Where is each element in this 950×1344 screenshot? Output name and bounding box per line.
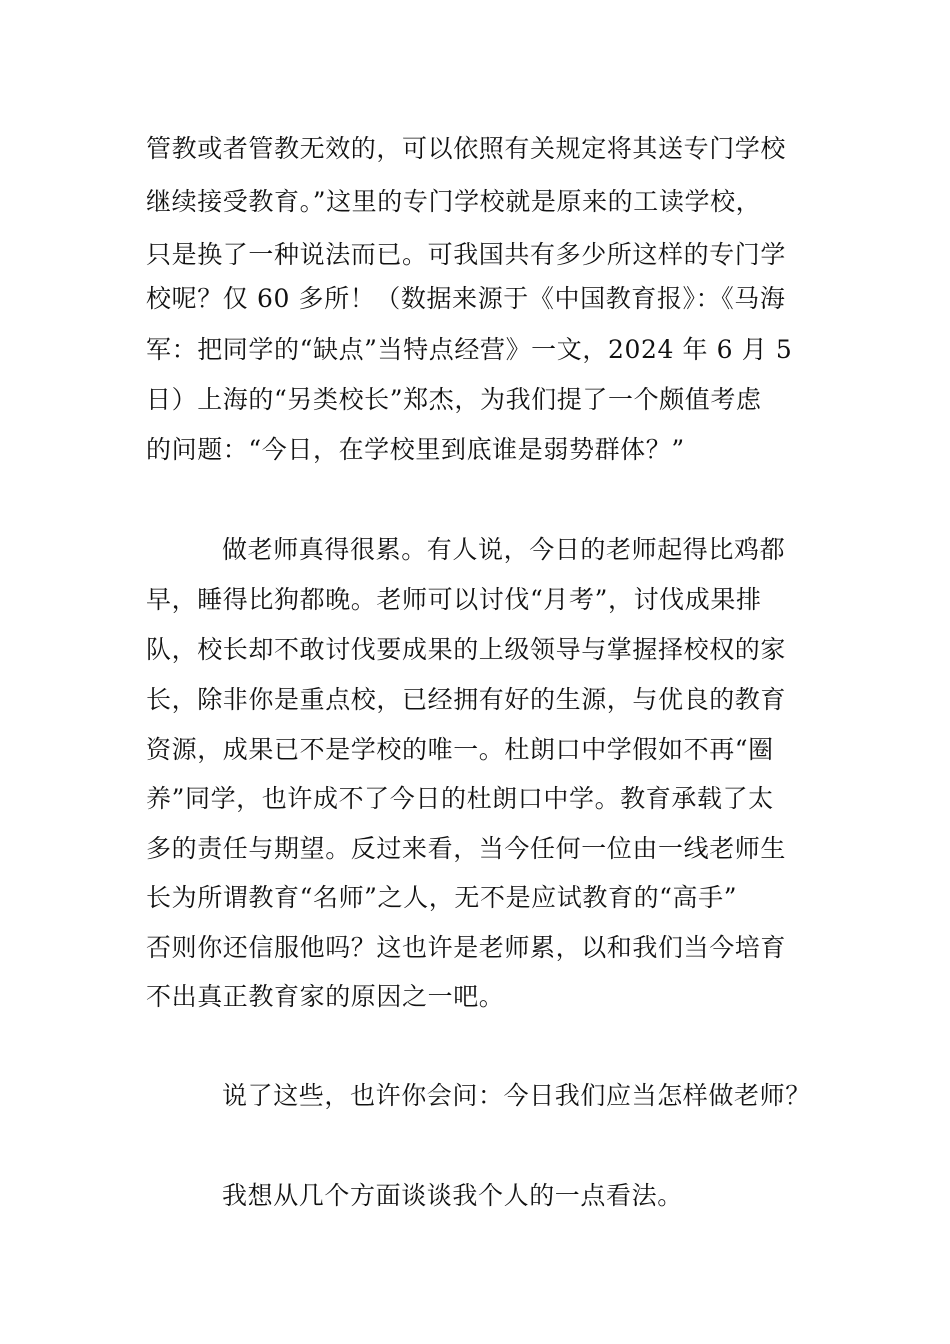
paragraph-2-line-1: 做老师真得很累。有人说，今日的老师起得比鸡都 (222, 535, 786, 564)
paragraph-3: 说了这些，也许你会问：今日我们应当怎样做老师？ (222, 1081, 811, 1110)
paragraph-2-line-2: 早，睡得比狗都晚。老师可以讨伐“月考”，讨伐成果排 (146, 585, 762, 614)
paragraph-1-line-1: 管教或者管教无效的，可以依照有关规定将其送专门学校 (146, 134, 787, 163)
paragraph-1-line-4: 校呢？仅 60 多所！（数据来源于《中国教育报》：《马海 (146, 284, 786, 313)
paragraph-2-line-8: 长为所谓教育“名师”之人，无不是应试教育的“高手” (146, 883, 738, 912)
paragraph-4: 我想从几个方面谈谈我个人的一点看法。 (222, 1181, 683, 1210)
paragraph-2-line-3: 队，校长却不敢讨伐要成果的上级领导与掌握择校权的家 (146, 635, 787, 664)
paragraph-1-line-3: 只是换了一种说法而已。可我国共有多少所这样的专门学 (146, 240, 787, 269)
paragraph-2-line-7: 多的责任与期望。反过来看，当今任何一位由一线老师生 (146, 834, 787, 863)
paragraph-1-line-6: 日）上海的“另类校长”郑杰，为我们提了一个颇值考虑 (146, 385, 762, 414)
paragraph-2-line-4: 长，除非你是重点校，已经拥有好的生源，与优良的教育 (146, 685, 787, 714)
paragraph-1-line-7: 的问题：“今日，在学校里到底谁是弱势群体？” (146, 435, 685, 464)
paragraph-2-line-10: 不出真正教育家的原因之一吧。 (146, 982, 505, 1011)
paragraph-1-line-5: 军：把同学的“缺点”当特点经营》一文，2024 年 6 月 5 (146, 335, 793, 364)
paragraph-2-line-9: 否则你还信服他吗？这也许是老师累，以和我们当今培育 (146, 933, 787, 962)
paragraph-2-line-5: 资源，成果已不是学校的唯一。杜朗口中学假如不再“圈 (146, 735, 774, 764)
paragraph-1-line-2: 继续接受教育。”这里的专门学校就是原来的工读学校， (146, 187, 762, 216)
paragraph-2-line-6: 养”同学，也许成不了今日的杜朗口中学。教育承载了太 (146, 784, 774, 813)
